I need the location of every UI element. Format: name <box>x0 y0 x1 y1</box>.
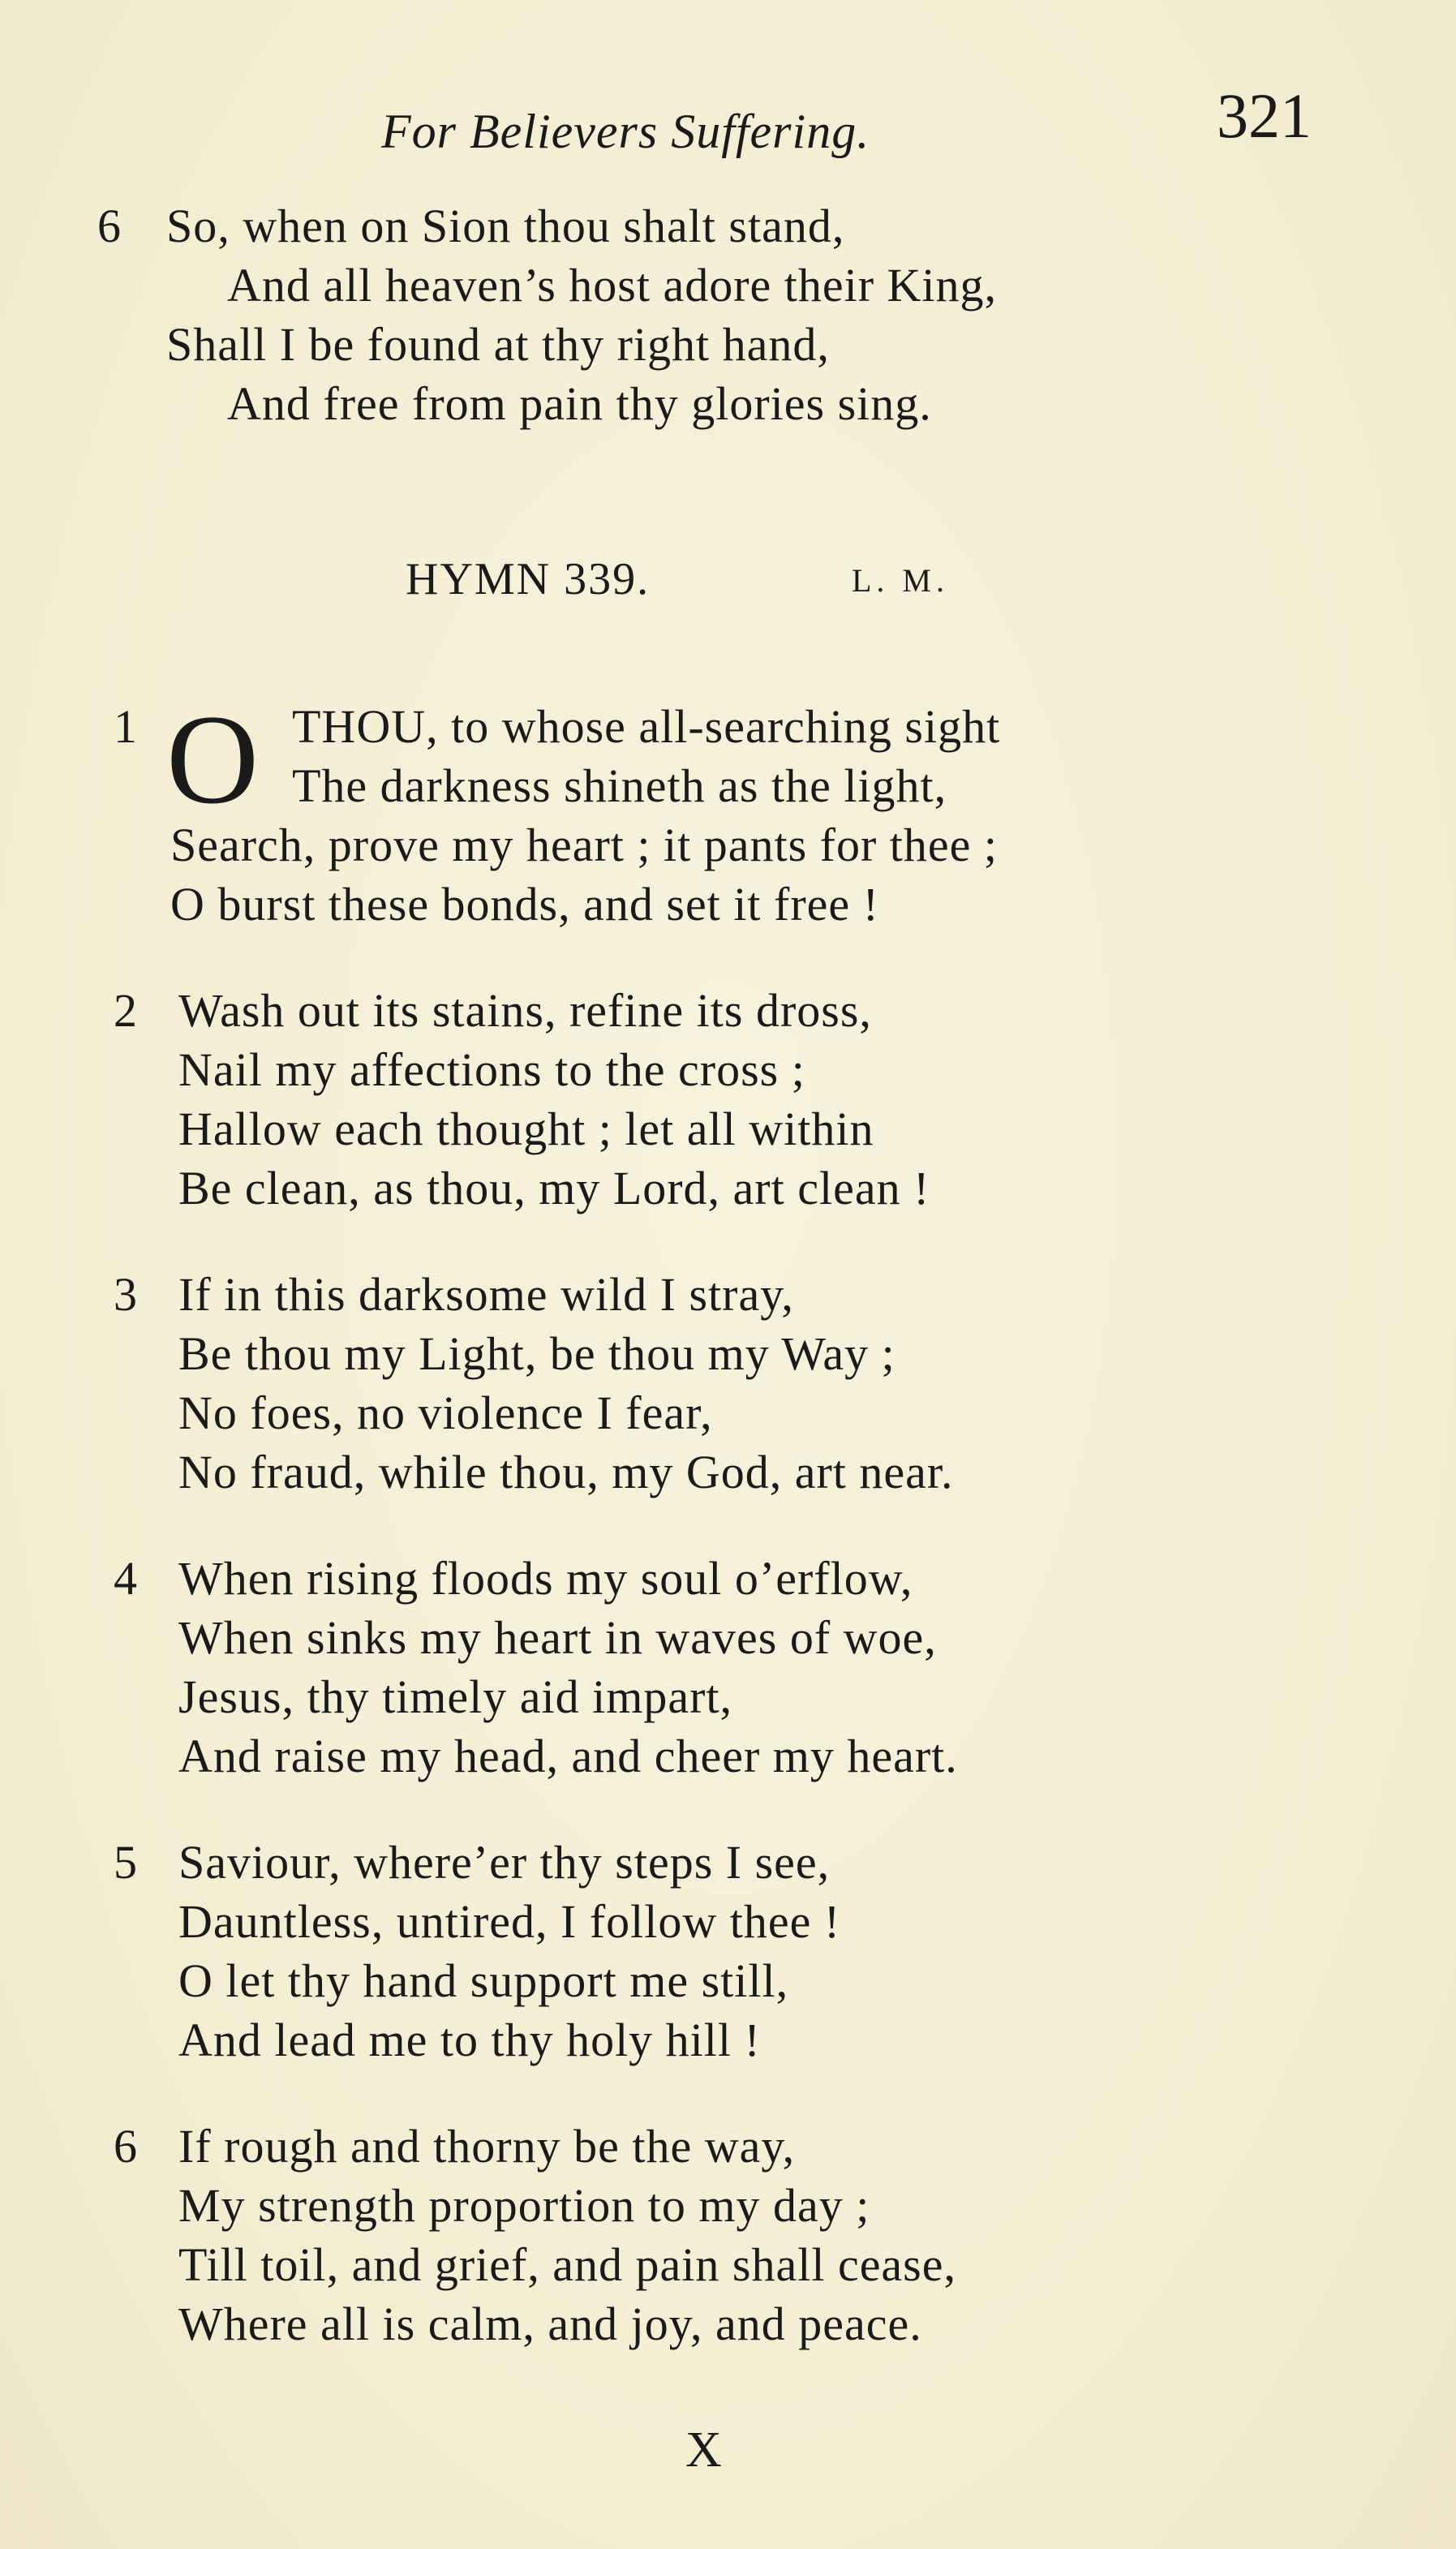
verse-number: 1 <box>114 700 137 753</box>
verse-line: Till toil, and grief, and pain shall cease, <box>178 2238 956 2291</box>
verse-line: Jesus, thy timely aid impart, <box>178 1670 733 1723</box>
page-number: 321 <box>1217 80 1312 151</box>
verse-line: No fraud, while thou, my God, art near. <box>178 1446 954 1498</box>
verse-line: And raise my head, and cheer my heart. <box>178 1730 958 1782</box>
verse-line: And all heaven’s host adore their King, <box>227 259 998 312</box>
verse-line: If in this darksome wild I stray, <box>178 1268 794 1321</box>
verse-number: 5 <box>114 1836 137 1889</box>
verse-number: 2 <box>114 984 137 1037</box>
verse-line: The darkness shineth as the light, <box>292 759 947 812</box>
signature-mark: X <box>685 2422 722 2478</box>
verse-line: O burst these bonds, and set it free ! <box>170 878 879 931</box>
hymn-title: HYMN 339. <box>406 554 651 604</box>
verse-line: Hallow each thought ; let all within <box>178 1103 874 1155</box>
verse-line: THOU, to whose all-searching sight <box>292 700 1001 753</box>
hymn-meter: L. M. <box>852 562 949 599</box>
verse-line: Where all is calm, and joy, and peace. <box>178 2298 922 2350</box>
verse-line: No foes, no violence I fear, <box>178 1386 713 1439</box>
verse-number: 4 <box>114 1552 137 1605</box>
verse-line: And lead me to thy holy hill ! <box>178 2014 761 2066</box>
verse-line: Be clean, as thou, my Lord, art clean ! <box>178 1162 930 1214</box>
verse-line: If rough and thorny be the way, <box>178 2120 796 2173</box>
verse-number: 6 <box>97 200 121 252</box>
verse-line: Shall I be found at thy right hand, <box>166 318 830 371</box>
running-title: For Believers Suffering. <box>381 105 870 158</box>
verse-number: 6 <box>114 2120 137 2173</box>
verse-line: Nail my affections to the cross ; <box>178 1043 805 1096</box>
verse-line: My strength proportion to my day ; <box>178 2179 870 2232</box>
verse-line: So, when on Sion thou shalt stand, <box>166 200 845 252</box>
verse-line: And free from pain thy glories sing. <box>227 377 932 430</box>
verse-line: Saviour, where’er thy steps I see, <box>178 1836 831 1889</box>
drop-cap: O <box>166 689 260 831</box>
verse-line: Wash out its stains, refine its dross, <box>178 984 872 1037</box>
verse-line: O let thy hand support me still, <box>178 1954 789 2007</box>
verse-line: Dauntless, untired, I follow thee ! <box>178 1895 841 1948</box>
verse-line: Search, prove my heart ; it pants for thee ; <box>170 819 999 871</box>
verse-line: When sinks my heart in waves of woe, <box>178 1611 937 1664</box>
verse-line: Be thou my Light, be thou my Way ; <box>178 1327 896 1380</box>
verse-line: When rising floods my soul o’erflow, <box>178 1552 913 1605</box>
verse-number: 3 <box>114 1268 137 1321</box>
